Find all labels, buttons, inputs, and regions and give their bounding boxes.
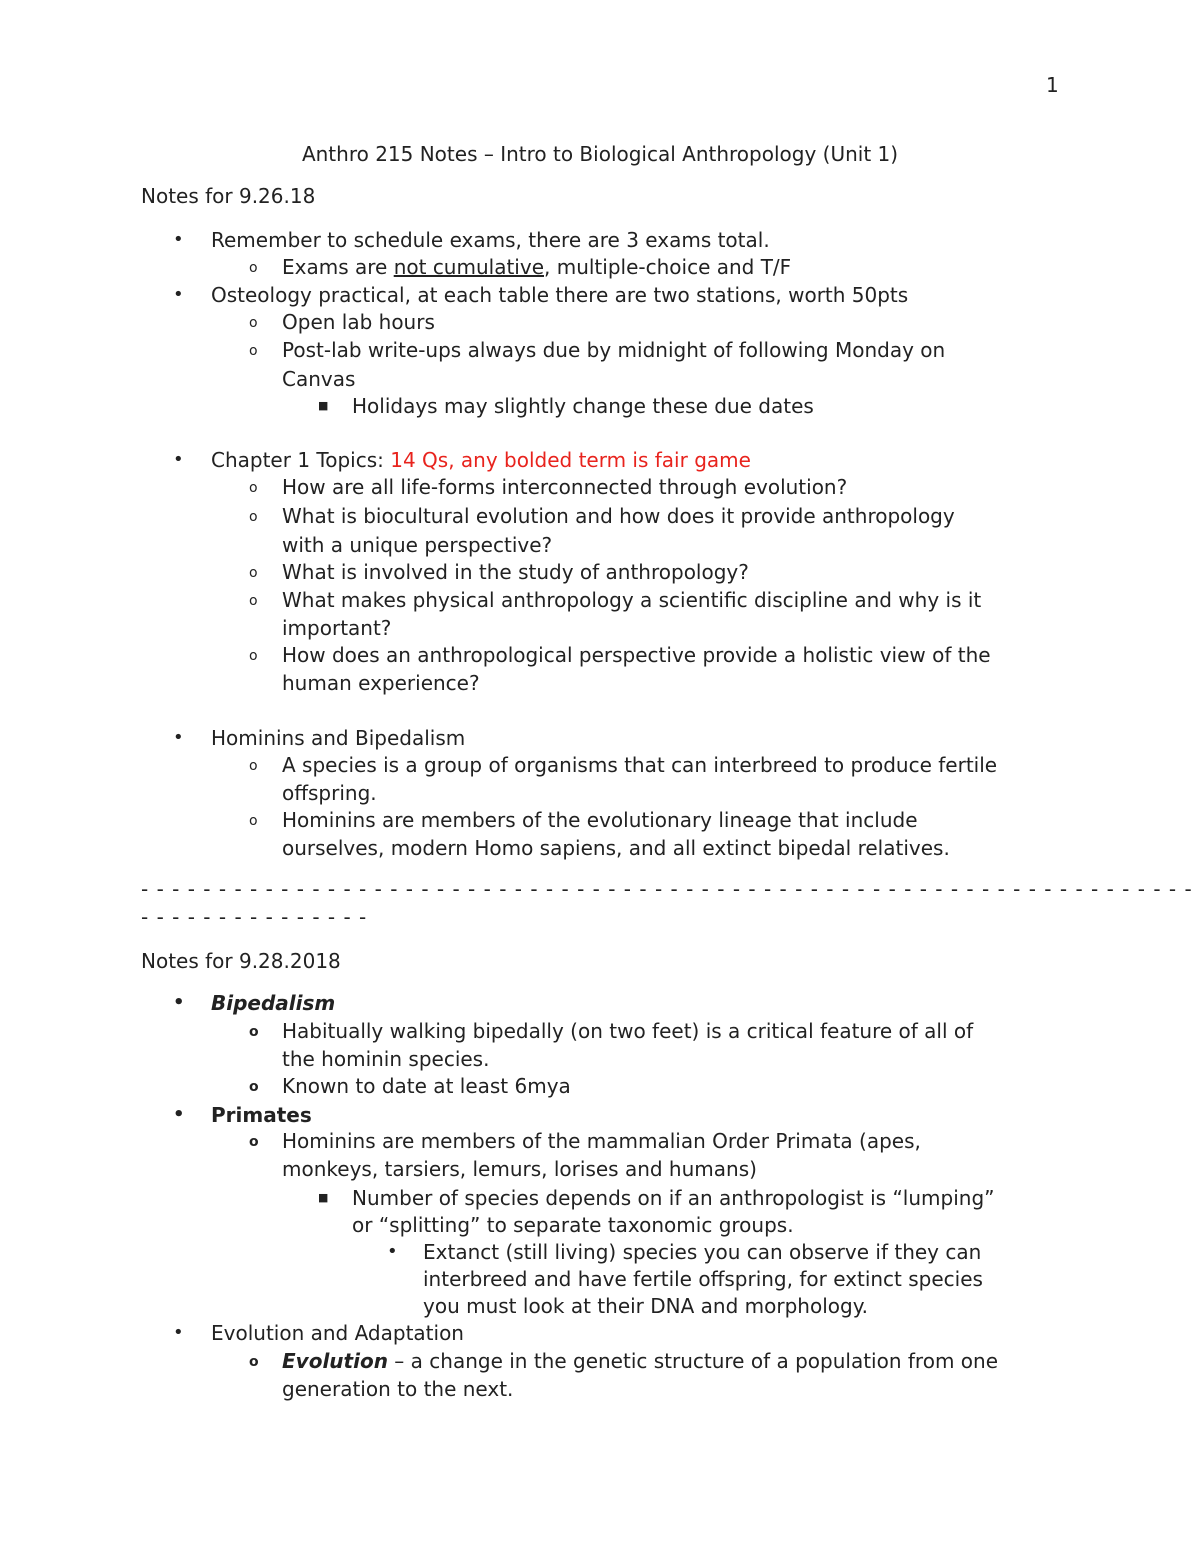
list-item: Chapter 1 Topics: 14 Qs, any bolded term is fair game: [211, 448, 751, 472]
list-item: What is biocultural evolution and how does it provide anthropology: [282, 504, 955, 528]
circle-bullet-icon: o: [249, 758, 258, 774]
circle-bullet-icon: o: [249, 260, 258, 276]
list-item: Primates: [211, 1103, 312, 1127]
circle-bullet-icon: o: [249, 1134, 259, 1150]
square-bullet-icon: ■: [318, 399, 329, 412]
bullet-icon: •: [173, 229, 184, 250]
bullet-icon: •: [173, 1322, 184, 1343]
bullet-icon: •: [173, 284, 184, 305]
circle-bullet-icon: o: [249, 1024, 259, 1040]
section-heading-9-28-2018: Notes for 9.28.2018: [141, 949, 341, 973]
dashed-separator-continuation: - - - - - - - - - - - - - - -: [141, 905, 368, 929]
list-item: Evolution and Adaptation: [211, 1321, 464, 1345]
list-item: Habitually walking bipedally (on two feet) is a critical feature of all of: [282, 1019, 974, 1043]
list-item: Evolution – a change in the genetic structure of a population from one: [282, 1349, 998, 1373]
bullet-icon: •: [173, 727, 184, 748]
list-item: Number of species depends on if an anthropologist is “lumping”: [352, 1186, 995, 1210]
page-number: 1: [1046, 73, 1059, 97]
list-item: Osteology practical, at each table there are two stations, worth 50pts: [211, 283, 909, 307]
bullet-icon: •: [387, 1241, 398, 1262]
list-item-continuation: Canvas: [282, 367, 356, 391]
list-item: Hominins are members of the evolutionary lineage that include: [282, 808, 918, 832]
square-bullet-icon: ■: [318, 1191, 329, 1204]
list-item-continuation: with a unique perspective?: [282, 533, 553, 557]
document-title: Anthro 215 Notes – Intro to Biological Anthropology (Unit 1): [301, 142, 899, 166]
dashed-separator: - - - - - - - - - - - - - - - - - - - - - - - - - - - - - - - - - - - - - - - - - - - - - - - - - - - - - - - - - - - - - - - - - - - -: [141, 877, 1193, 901]
list-item-continuation: the hominin species.: [282, 1047, 490, 1071]
list-item-continuation: generation to the next.: [282, 1377, 514, 1401]
list-item-continuation: interbreed and have fertile offspring, for extinct species: [423, 1267, 983, 1291]
list-item: Known to date at least 6mya: [282, 1074, 571, 1098]
circle-bullet-icon: o: [249, 480, 258, 496]
bullet-icon: •: [173, 449, 184, 470]
circle-bullet-icon: o: [249, 565, 258, 581]
list-item-continuation: offspring.: [282, 781, 377, 805]
circle-bullet-icon: o: [249, 1354, 259, 1370]
list-item: A species is a group of organisms that can interbreed to produce fertile: [282, 753, 998, 777]
list-item: Remember to schedule exams, there are 3 exams total.: [211, 228, 770, 252]
list-item: Extanct (still living) species you can observe if they can: [423, 1240, 982, 1264]
circle-bullet-icon: o: [249, 1079, 259, 1095]
bullet-icon: •: [173, 992, 185, 1013]
list-item-continuation: or “splitting” to separate taxonomic groups.: [352, 1213, 794, 1237]
list-item: Exams are not cumulative, multiple-choice and T/F: [282, 255, 792, 279]
list-item-continuation: human experience?: [282, 671, 480, 695]
list-item: Open lab hours: [282, 310, 435, 334]
list-item-continuation: monkeys, tarsiers, lemurs, lorises and humans): [282, 1157, 757, 1181]
list-item: What is involved in the study of anthropology?: [282, 560, 749, 584]
list-item: How does an anthropological perspective provide a holistic view of the: [282, 643, 991, 667]
list-item: Hominins are members of the mammalian Order Primata (apes,: [282, 1129, 921, 1153]
section-heading-9-26-18: Notes for 9.26.18: [141, 184, 316, 208]
list-item: Holidays may slightly change these due dates: [352, 394, 814, 418]
circle-bullet-icon: o: [249, 593, 258, 609]
circle-bullet-icon: o: [249, 315, 258, 331]
circle-bullet-icon: o: [249, 648, 258, 664]
list-item-continuation: important?: [282, 616, 392, 640]
circle-bullet-icon: o: [249, 343, 258, 359]
list-item-continuation: ourselves, modern Homo sapiens, and all extinct bipedal relatives.: [282, 836, 950, 860]
list-item: Post-lab write-ups always due by midnight of following Monday on: [282, 338, 946, 362]
list-item: Bipedalism: [211, 991, 336, 1015]
circle-bullet-icon: o: [249, 509, 258, 525]
list-item-continuation: you must look at their DNA and morphology.: [423, 1294, 869, 1318]
bullet-icon: •: [173, 1104, 185, 1125]
list-item: How are all life-forms interconnected through evolution?: [282, 475, 848, 499]
list-item: Hominins and Bipedalism: [211, 726, 466, 750]
circle-bullet-icon: o: [249, 813, 258, 829]
list-item: What makes physical anthropology a scientific discipline and why is it: [282, 588, 982, 612]
